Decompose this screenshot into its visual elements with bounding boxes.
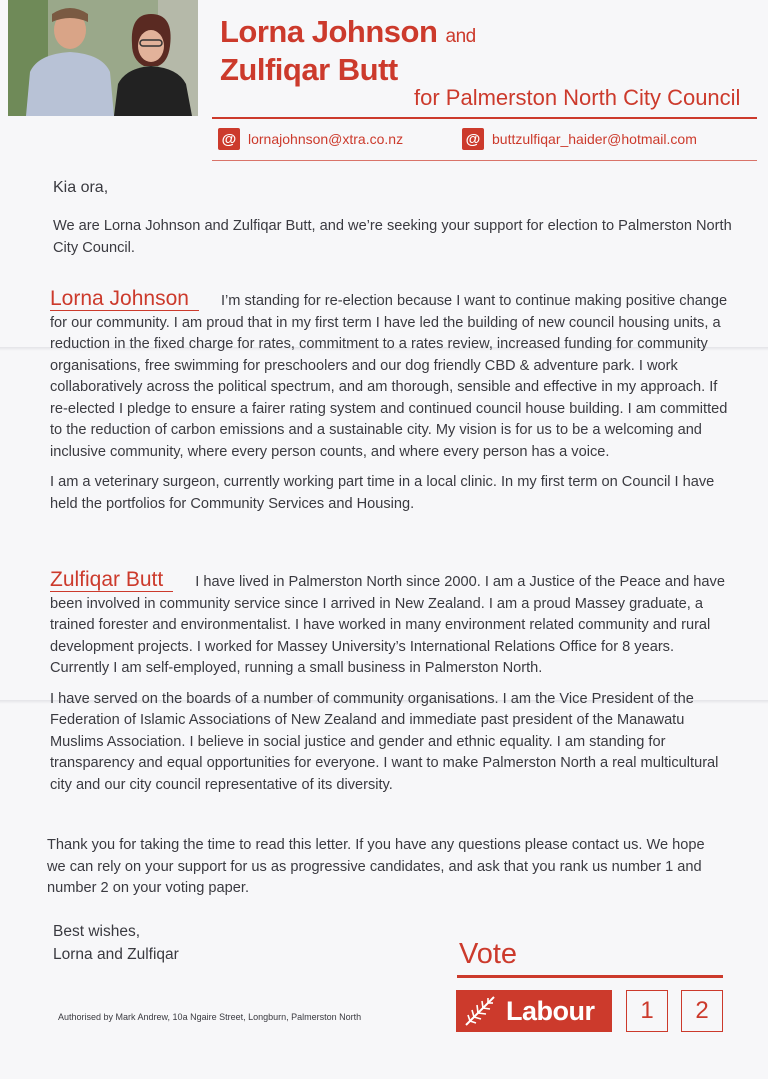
candidate-name-2: Zulfiqar Butt [220, 52, 398, 87]
email-contact-1[interactable] [218, 128, 403, 150]
email-rule [212, 160, 757, 161]
rank-box-1: 1 [626, 990, 668, 1032]
zulfiqar-section [50, 569, 730, 796]
lorna-paragraph-1: I’m standing for re-election because I want to continue making positive change for our community. I am proud that in my first term I have led the building of new council housing units, a reduction in the fixed charge for rates, commitment to a rates review, increased funding for community organisations, free swimming for preschoolers and our dog friendly CBD & adventure park. I work collaboratively across the political spectrum, and am thorough, sensible and effective in my approach. If re-elected I pledge to ensure a fairer rating system and continued council house building. I am committed to the reduction of carbon emissions and a sustainable city. My vision is for us to be a welcoming and inclusive community, where every person counts, and where every person has a voice. [50, 293, 728, 460]
labour-wordmark: Labour [506, 995, 595, 1026]
at-sign-icon: @ [462, 128, 484, 150]
rank-box-2: 2 [681, 990, 723, 1032]
authorisation-statement: Authorised by Mark Andrew, 10a Ngaire Street, Longburn, Palmerston North [58, 1012, 362, 1022]
lorna-paragraph-2: I am a veterinary surgeon, currently working part time in a local clinic. In my first term on Council I have held the portfolios for Community Services and Housing. [50, 474, 715, 512]
lorna-section [50, 288, 730, 515]
candidates-photo [8, 0, 198, 116]
zulfiqar-paragraph-1: I have lived in Palmerston North since 2000. I am a Justice of the Peace and have been involved in community service since I arrived in New Zealand. I am a proud Massey graduate, a trained forester and environmentalist. I have worked in many environment related community and rural development projects. I worked for Massey University’s International Relations Office for 8 years. Currently I am self-employed, running a small business in Palmerston North. [50, 574, 725, 676]
email-contact-2[interactable] [462, 128, 697, 150]
zulfiqar-paragraph-2: I have served on the boards of a number of community organisations. I am the Vice President of the Federation of Islamic Associations of New Zealand and immediate past president of the Manawatu Muslims Association. I believe in social justice and gender and ethnic equality. I am standing for transparency and equal opportunities for everyone. I want to make Palmerston North a real multicultural city and our city council representative of its diversity. [50, 690, 719, 793]
email-link-1[interactable]: lornajohnson@xtra.co.nz [248, 131, 404, 147]
and-word: and [445, 26, 476, 47]
labour-logo [456, 990, 612, 1032]
email-link-2[interactable]: buttzulfiqar_haider@hotmail.com [492, 131, 697, 147]
closing-paragraph: Thank you for taking the time to read this letter. If you have any questions please contact us. We hope we can rely on your support for us as progressive candidates, and ask that you rank us number 1 and number 2 on your voting paper. [47, 837, 705, 896]
lorna-heading: Lorna Johnson [50, 288, 199, 311]
greeting: Kia ora, [53, 179, 109, 196]
zulfiqar-heading: Zulfiqar Butt [50, 569, 173, 592]
vote-heading: Vote [459, 938, 518, 970]
signoff-line-2: Lorna and Zulfiqar [53, 946, 179, 963]
at-sign-icon: @ [218, 128, 240, 150]
header-rule [212, 117, 757, 119]
intro-paragraph: We are Lorna Johnson and Zulfiqar Butt, and we’re seeking your support for election to Palmerston North City Council. [53, 218, 732, 256]
vote-rule [457, 975, 723, 978]
signoff-line-1: Best wishes, [53, 923, 141, 940]
candidate-name-1: Lorna Johnson and [220, 14, 476, 49]
council-subtitle: for Palmerston North City Council [414, 85, 741, 110]
fern-icon [462, 993, 498, 1029]
